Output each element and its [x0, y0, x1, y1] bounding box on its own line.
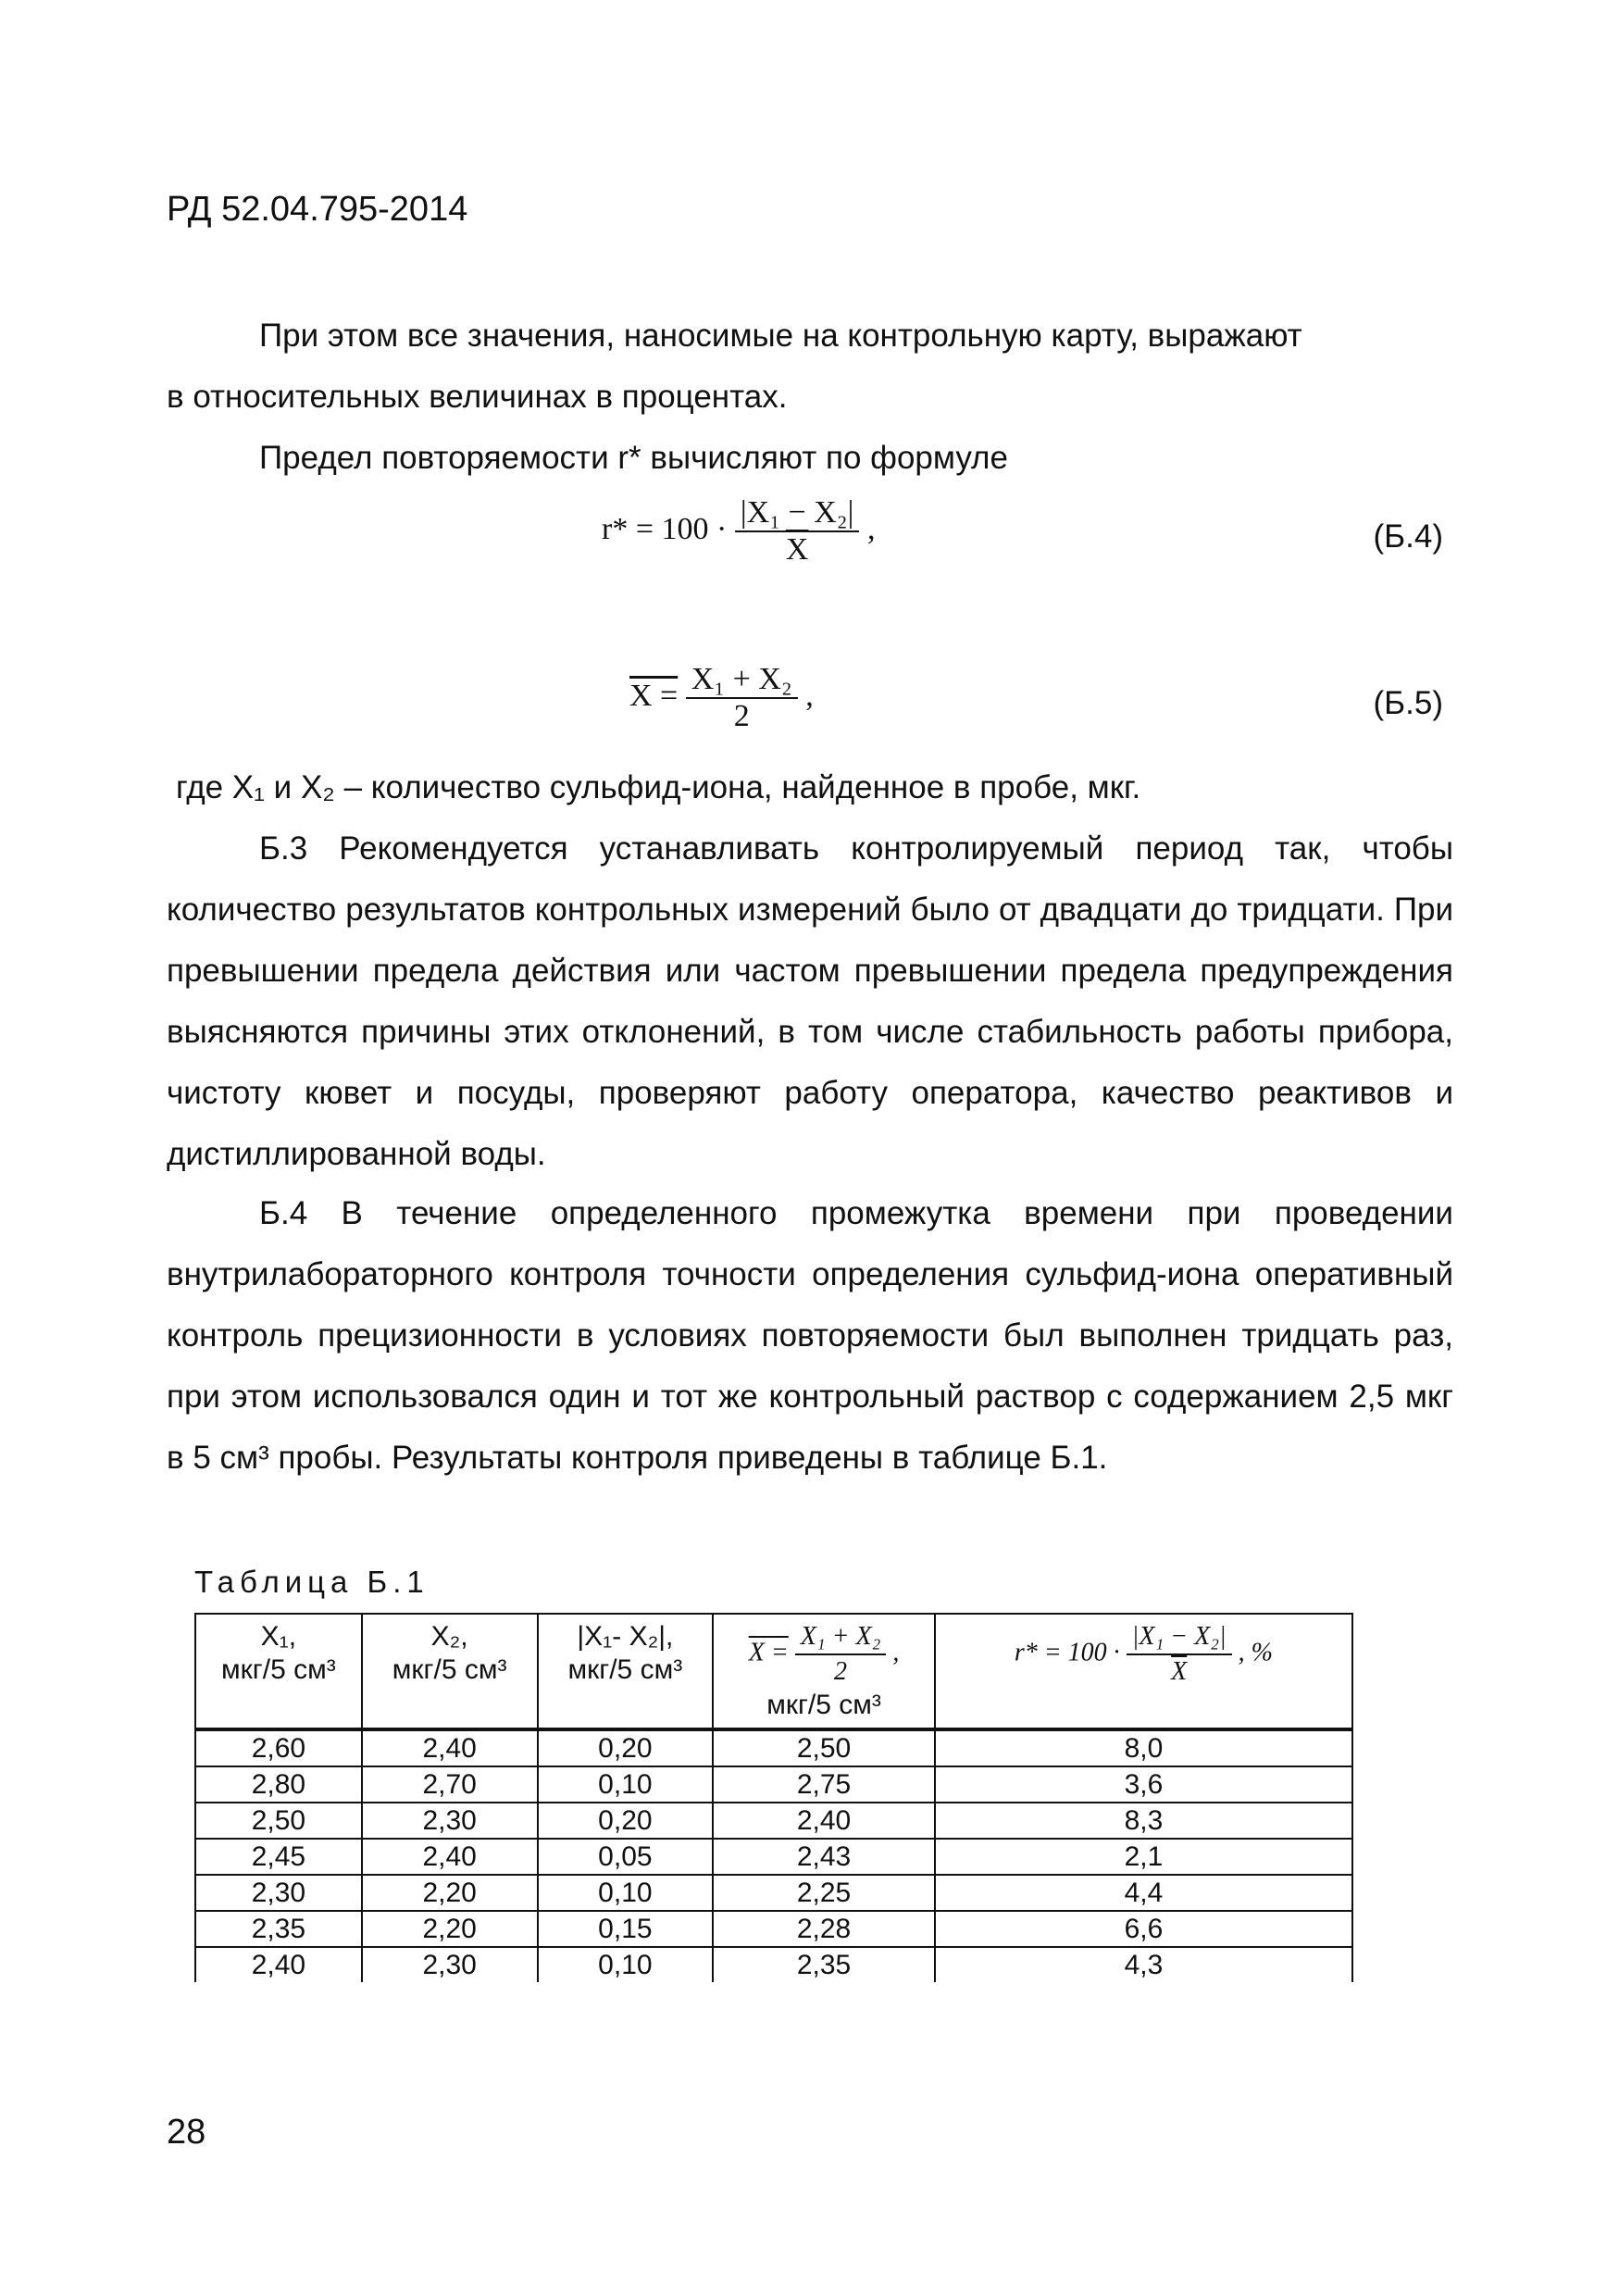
table-cell: 2,35: [195, 1911, 362, 1947]
table-cell: 2,70: [362, 1766, 538, 1803]
table-cell: 2,40: [362, 1839, 538, 1875]
formula-b4: [602, 495, 875, 568]
header-label: X₂,: [430, 1621, 468, 1652]
table-cell: 8,3: [935, 1803, 1352, 1839]
table-cell: 2,20: [362, 1911, 538, 1947]
formula-denominator: X: [1171, 1657, 1188, 1686]
table-cell: 2,25: [713, 1875, 935, 1911]
table-cell: 2,45: [195, 1839, 362, 1875]
formula-numerator: |X₁ − X₂|: [735, 495, 860, 532]
table-cell: 0,20: [538, 1729, 714, 1766]
table-cell: 0,20: [538, 1803, 714, 1839]
table-row: [195, 1839, 1352, 1875]
header-formula: [940, 1620, 1348, 1689]
table-cell: 2,60: [195, 1729, 362, 1766]
formula-tail: ,: [866, 511, 876, 546]
formula-tail: ,: [805, 678, 814, 713]
table-cell: 0,05: [538, 1839, 714, 1875]
formula-numerator: |X₁ − X₂|: [1127, 1620, 1232, 1655]
table-cell: 2,30: [362, 1803, 538, 1839]
table-cell: 2,28: [713, 1911, 935, 1947]
equation-number: (Б.5): [1373, 685, 1443, 721]
column-header-mean: [713, 1614, 935, 1729]
table-cell: 4,4: [935, 1875, 1352, 1911]
column-header-x1: [195, 1614, 362, 1729]
table-cell: 2,40: [713, 1803, 935, 1839]
table-cell: 2,30: [195, 1875, 362, 1911]
formula-fraction: [686, 662, 798, 734]
paragraph-line: в относительных величинах в процентах.: [167, 379, 788, 415]
header-label: |X₁- X₂|,: [577, 1621, 674, 1652]
column-header-repeatability: [935, 1614, 1352, 1729]
table-row: [195, 1911, 1352, 1947]
table-caption: Таблица Б.1: [194, 1565, 430, 1599]
page-number: 28: [167, 2113, 206, 2152]
table-cell: 2,50: [713, 1729, 935, 1766]
table-cell: 2,75: [713, 1766, 935, 1803]
table-cell: 2,80: [195, 1766, 362, 1803]
formula-fraction: [1127, 1620, 1232, 1689]
header-unit: мкг/5 см³: [221, 1654, 336, 1685]
table-row: [195, 1729, 1352, 1766]
table-cell: 2,50: [195, 1803, 362, 1839]
formula-lhs: r* = 100 ·: [602, 511, 728, 546]
table-cell: 2,30: [362, 1947, 538, 1982]
header-unit: мкг/5 см³: [392, 1654, 507, 1685]
table-cell: 2,1: [935, 1839, 1352, 1875]
formula-denominator: 2: [834, 1657, 848, 1686]
header-label: X₁,: [260, 1621, 297, 1652]
table-cell: 8,0: [935, 1729, 1352, 1766]
formula-tail: , %: [1238, 1638, 1273, 1667]
table-row: [195, 1803, 1352, 1839]
table-cell: 2,20: [362, 1875, 538, 1911]
table-row: [195, 1947, 1352, 1982]
column-header-x2: [362, 1614, 538, 1729]
formula-b5: [629, 662, 814, 734]
table-cell: 6,6: [935, 1911, 1352, 1947]
formula-lhs: r* = 100 ·: [1014, 1638, 1120, 1667]
formula-tail: ,: [892, 1638, 900, 1667]
header-unit: мкг/5 см³: [567, 1654, 683, 1685]
formula-numerator: X₁ + X₂: [795, 1620, 887, 1655]
formula-denominator: X: [785, 532, 809, 567]
header-unit: мкг/5 см³: [766, 1690, 881, 1720]
table-cell: 0,10: [538, 1947, 714, 1982]
table-cell: 0,10: [538, 1766, 714, 1803]
table-row: [195, 1875, 1352, 1911]
header-formula: [717, 1620, 930, 1689]
paragraph-b3: Б.3 Рекомендуется устанавливать контролируемый период так, чтобы количество результатов контрольных измерений было от двадцати до тридцати. При превышении предела действия или частом превышении предела предупреждения выясняются причины этих отклонений, в том числе стабильность работы прибора, чистоту кювет и посуды, проверяют работу оператора, качество реактивов и дистиллированной воды.: [167, 830, 1453, 1172]
column-header-difference: [538, 1614, 714, 1729]
formula-denominator: 2: [733, 699, 750, 733]
paragraph-line: При этом все значения, наносимые на контрольную карту, выражают: [259, 318, 1302, 354]
paragraph-formula-intro: Предел повторяемости r* вычисляют по формуле: [259, 440, 1008, 476]
formula-lhs: X =: [748, 1638, 789, 1667]
paragraph-where: где X₁ и X₂ – количество сульфид-иона, найденное в пробе, мкг.: [176, 769, 1141, 805]
formula-fraction: [795, 1620, 887, 1689]
table-cell: 4,3: [935, 1947, 1352, 1982]
equation-number: (Б.4): [1373, 518, 1443, 555]
formula-lhs: X =: [629, 678, 679, 713]
table-cell: 0,10: [538, 1875, 714, 1911]
paragraph-b4: Б.4 В течение определенного промежутка времени при проведении внутрилабораторного контроля точности определения сульфид-иона оперативный контроль прецизионности в условиях повторяемости был выполнен тридцать раз, при этом использовался один и тот же контрольный раствор с содержанием 2,5 мкг в 5 см³ пробы. Результаты контроля приведены в таблице Б.1.: [167, 1195, 1453, 1476]
table-header-row: [195, 1614, 1352, 1729]
document-code: РД 52.04.795-2014: [167, 190, 468, 229]
table-cell: 2,40: [362, 1729, 538, 1766]
table-cell: 3,6: [935, 1766, 1352, 1803]
table-cell: 0,15: [538, 1911, 714, 1947]
formula-numerator: X₁ + X₂: [686, 662, 798, 699]
table-row: [195, 1766, 1352, 1803]
table-cell: 2,43: [713, 1839, 935, 1875]
table-cell: 2,35: [713, 1947, 935, 1982]
table-cell: 2,40: [195, 1947, 362, 1982]
formula-fraction: [735, 495, 860, 568]
results-table: [194, 1613, 1353, 1982]
